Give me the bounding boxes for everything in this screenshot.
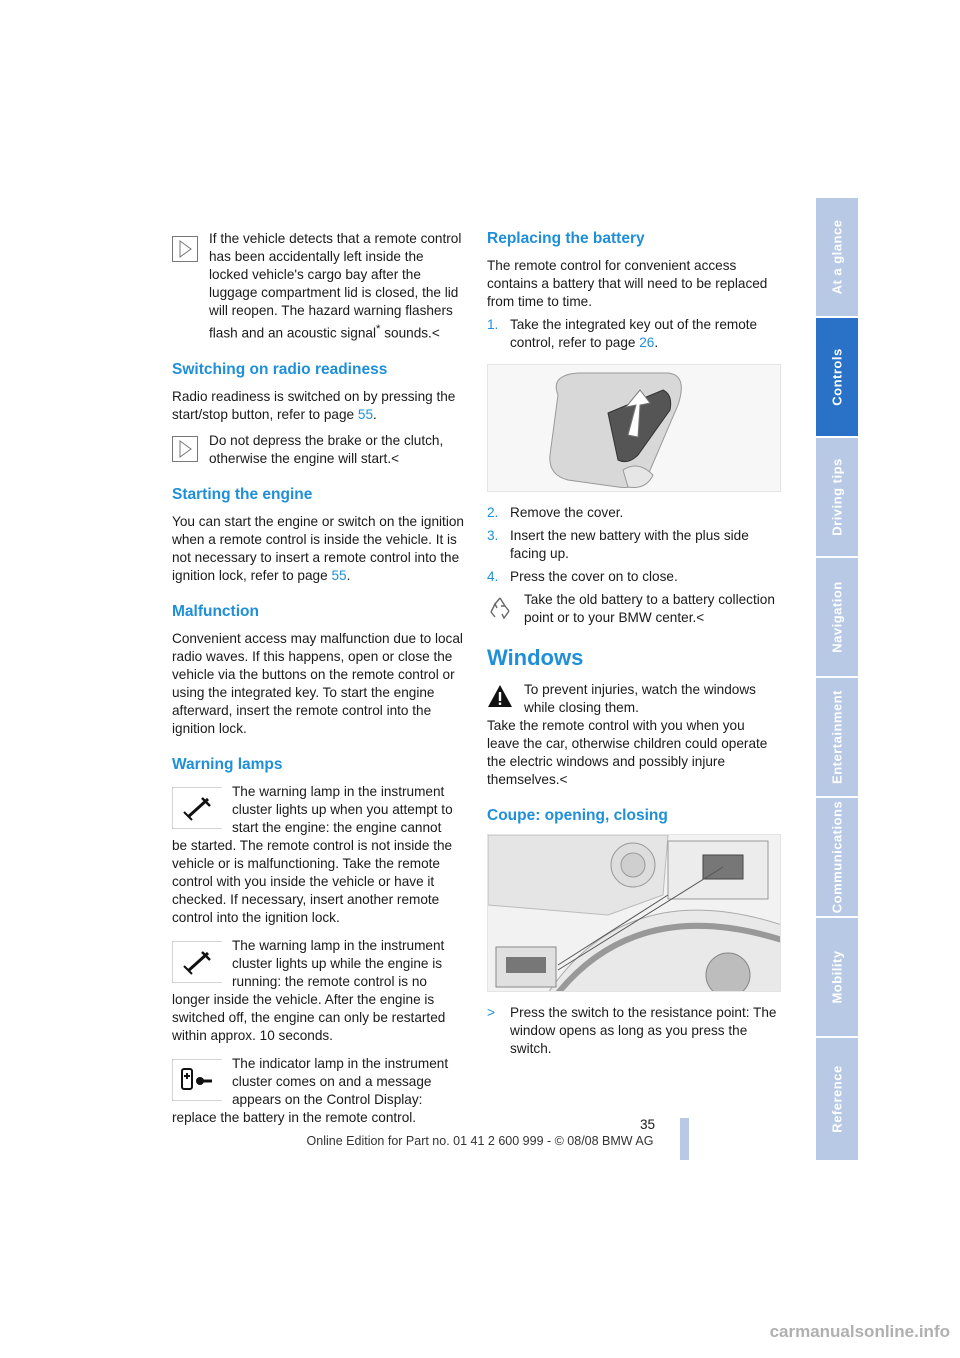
note-recycle: Take the old battery to a battery collection point or to your BMW center.< xyxy=(487,591,779,627)
watermark: carmanualsonline.info xyxy=(769,1322,950,1341)
tab-at-a-glance[interactable]: At a glance xyxy=(816,198,858,318)
window-switch-illustration xyxy=(487,834,781,992)
heading-malfunction: Malfunction xyxy=(172,602,259,620)
lamp-block-1: The warning lamp in the instrument cluster lights up when you attempt to start the engine: the engine cannot be started. The remote control is not inside the vehicle or is malfunctioning. Take the remote control with you inside the vehicle or have it checked. If necessary, insert another remote control into the ignition lock. xyxy=(172,783,453,925)
list-item: 4. Press the cover on to close. xyxy=(487,569,678,584)
tab-mobility[interactable]: Mobility xyxy=(816,918,858,1038)
note-arrow-icon xyxy=(172,236,198,262)
tab-driving-tips[interactable]: Driving tips xyxy=(816,438,858,558)
remote-key-illustration xyxy=(487,364,781,492)
remote-key-image xyxy=(488,365,781,492)
note-warning-windows: To prevent injuries, watch the windows while closing them. Take the remote control with you when you leave the car, otherwise children could operate the electric windows and possibly injure themselves.< xyxy=(487,682,768,787)
heading-radio-readiness: Switching on radio readiness xyxy=(172,360,388,378)
radio-text: Radio readiness is switched on by pressing the start/stop button, refer to page 55. xyxy=(172,388,456,422)
heading-coupe: Coupe: opening, closing xyxy=(487,807,668,824)
bullet-press-switch: > Press the switch to the resistance point: The window opens as long as you press the switch. xyxy=(487,1005,777,1056)
footer-edition: Online Edition for Part no. 01 41 2 600 999 - © 08/08 BMW AG xyxy=(306,1134,654,1148)
list-item: 2. Remove the cover. xyxy=(487,505,624,520)
battery-steps-2 xyxy=(487,504,779,586)
window-switch-image xyxy=(488,835,781,992)
key-warning-icon xyxy=(172,787,222,829)
remote-battery-icon xyxy=(172,1059,222,1101)
warning-triangle-icon xyxy=(487,683,513,709)
battery-text: The remote control for convenient access contains a battery that will need to be replaced from time to time. xyxy=(487,258,768,309)
chapter-sidebar xyxy=(816,198,858,1160)
tab-communications[interactable]: Communications xyxy=(816,798,858,918)
start-text: You can start the engine or switch on the ignition when a remote control is inside the vehicle. It is not necessary to insert a remote control into the ignition lock, refer to page 55. xyxy=(172,513,464,583)
page-link-55[interactable]: 55 xyxy=(331,567,347,583)
list-item: 1. Take the integrated key out of the remote control, refer to page 26. xyxy=(487,317,758,350)
page-link-26[interactable]: 26 xyxy=(639,335,655,350)
note-arrow-icon xyxy=(172,436,198,462)
key-warning-icon xyxy=(172,941,222,983)
heading-windows: Windows xyxy=(487,645,584,670)
page-number: 35 xyxy=(640,1117,656,1132)
left-column xyxy=(172,230,464,1127)
tab-reference[interactable]: Reference xyxy=(829,1065,845,1133)
lamp-block-3: The indicator lamp in the instrument cluster comes on and a message appears on the Control Display: replace the battery in the remote control. xyxy=(172,1055,449,1125)
heading-replacing-battery: Replacing the battery xyxy=(487,230,645,247)
heading-warning-lamps: Warning lamps xyxy=(172,755,283,773)
page-link-55[interactable]: 55 xyxy=(357,406,374,422)
recycle-icon xyxy=(487,595,513,621)
list-item: 3. Insert the new battery with the plus side facing up. xyxy=(487,528,749,561)
note-brake-clutch: Do not depress the brake or the clutch, otherwise the engine will start.< xyxy=(172,432,464,468)
right-column xyxy=(487,230,779,1058)
battery-steps-1 xyxy=(487,316,779,352)
tab-navigation[interactable]: Navigation xyxy=(816,558,858,678)
tab-controls[interactable]: Controls xyxy=(816,318,858,438)
tab-entertainment[interactable]: Entertainment xyxy=(816,678,858,798)
note-cargo-remote: If the vehicle detects that a remote control has been accidentally left inside the locked vehicle's cargo bay after the luggage compartment lid is closed, the lid will reopen. The hazard warning flashers flash and an acoustic signal* sounds.< xyxy=(172,230,464,343)
lamp-block-2: The warning lamp in the instrument cluster lights up while the engine is running: the remote control is no longer inside the vehicle. After the engine is switched off, the engine can only be restarted within approx. 10 seconds. xyxy=(172,937,446,1043)
heading-starting-engine: Starting the engine xyxy=(172,485,313,503)
malfunction-text: Convenient access may malfunction due to local radio waves. If this happens, open or close the vehicle via the buttons on the remote control or using the integrated key. To start the engine afterward, insert the remote control into the ignition lock. xyxy=(172,630,463,736)
